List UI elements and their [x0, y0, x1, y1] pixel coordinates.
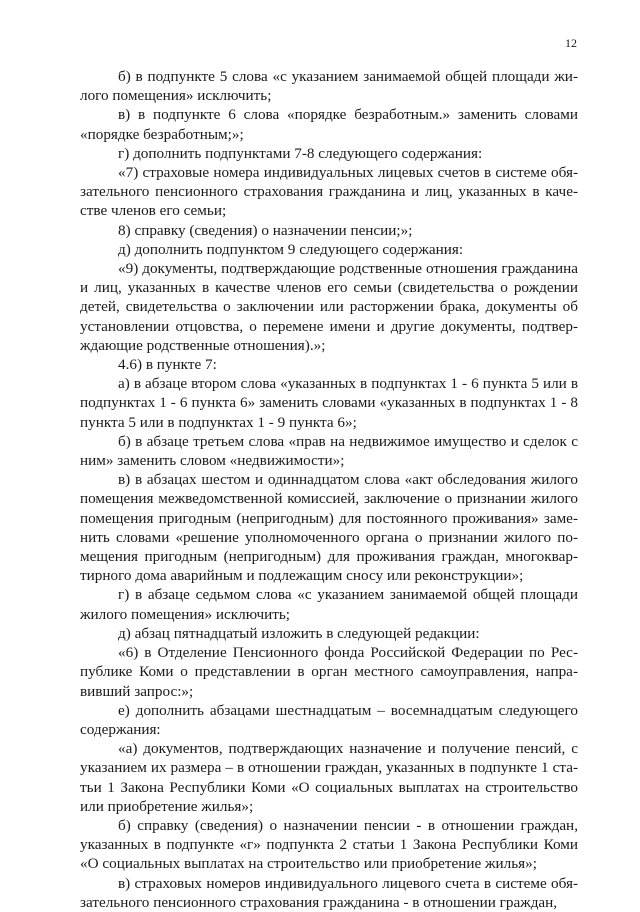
paragraph: «7) страховые номера индивидуальных лицевых счетов в системе обязательного пенсионного страхования гражданина и лиц, указанных в качестве членов его семьи;	[80, 164, 578, 220]
paragraph: «6) в Отделение Пенсионного фонда Российской Федерации по Республике Коми о представлении в орган местного самоуправления, направивший запрос:»;	[80, 644, 578, 700]
paragraph: г) дополнить подпунктами 7-8 следующего содержания:	[118, 144, 483, 162]
paragraph: 8) справку (сведения) о назначении пенсии;»;	[118, 221, 413, 239]
paragraph: «9) документы, подтверждающие родственные отношения гражданина и лиц, указанных в качестве членов его семьи (свидетельства о рождении детей, свидетельства о заключении или расторжении брака, документы об установлении отцовства, о перемене имени и другие документы, подтверждающие родственные отношения).»;	[80, 260, 578, 354]
paragraph: а) в абзаце втором слова «указанных в подпунктах 1 - 6 пункта 5 или в подпунктах 1 - 6 пункта 6» заменить словами «указанных в подпунктах 1 - 8 пункта 5 или в подпунктах 1 - 9 пункта 6»;	[80, 375, 578, 431]
paragraph: е) дополнить абзацами шестнадцатым – восемнадцатым следующего содержания:	[80, 701, 578, 738]
page-number: 12	[565, 36, 577, 50]
paragraph: б) в абзаце третьем слова «прав на недвижимое имущество и сделок с ним» заменить словом «недвижимости»;	[80, 432, 578, 470]
paragraph: б) в подпункте 5 слова «с указанием занимаемой общей площади жилого помещения» исключить;	[80, 68, 578, 105]
paragraph: «а) документов, подтверждающих назначение и получение пенсий, с указанием их размера – в отношении граждан, указанных в подпункте 1 статьи 1 Закона Республики Коми «О социальных выплатах на строительство или приобретение жилья»;	[80, 740, 578, 815]
paragraph: б) справку (сведения) о назначении пенсии - в отношении граждан, указанных в подпункте «г» подпункта 2 статьи 1 Закона Республики Коми «О социальных выплатах на строительство или приобретение жилья»;	[80, 816, 578, 873]
paragraph: в) в подпункте 6 слова «порядке безработным.» заменить словами «порядке безработным;»;	[80, 106, 578, 143]
document-body	[80, 67, 578, 912]
paragraph: в) в абзацах шестом и одиннадцатом слова «акт обследования жилого помещения межведомственной комиссией, заключение о признании жилого помещения пригодным (непригодным) для постоянного проживания» заменить словами «решение уполномоченного органа о признании жилого помещения пригодным (непригодным) для проживания граждан, многоквартирного дома аварийным и подлежащим сносу или реконструкции»;	[80, 471, 578, 585]
paragraph: г) в абзаце седьмом слова «с указанием занимаемой общей площади жилого помещения» исключить;	[80, 586, 578, 623]
paragraph: 4.6) в пункте 7:	[118, 356, 217, 374]
paragraph: в) страховых номеров индивидуального лицевого счета в системе обязательного пенсионного страхования гражданина - в отношении граждан,	[80, 874, 578, 911]
paragraph: д) абзац пятнадцатый изложить в следующей редакции:	[118, 624, 480, 642]
paragraph: д) дополнить подпунктом 9 следующего содержания:	[118, 240, 464, 258]
